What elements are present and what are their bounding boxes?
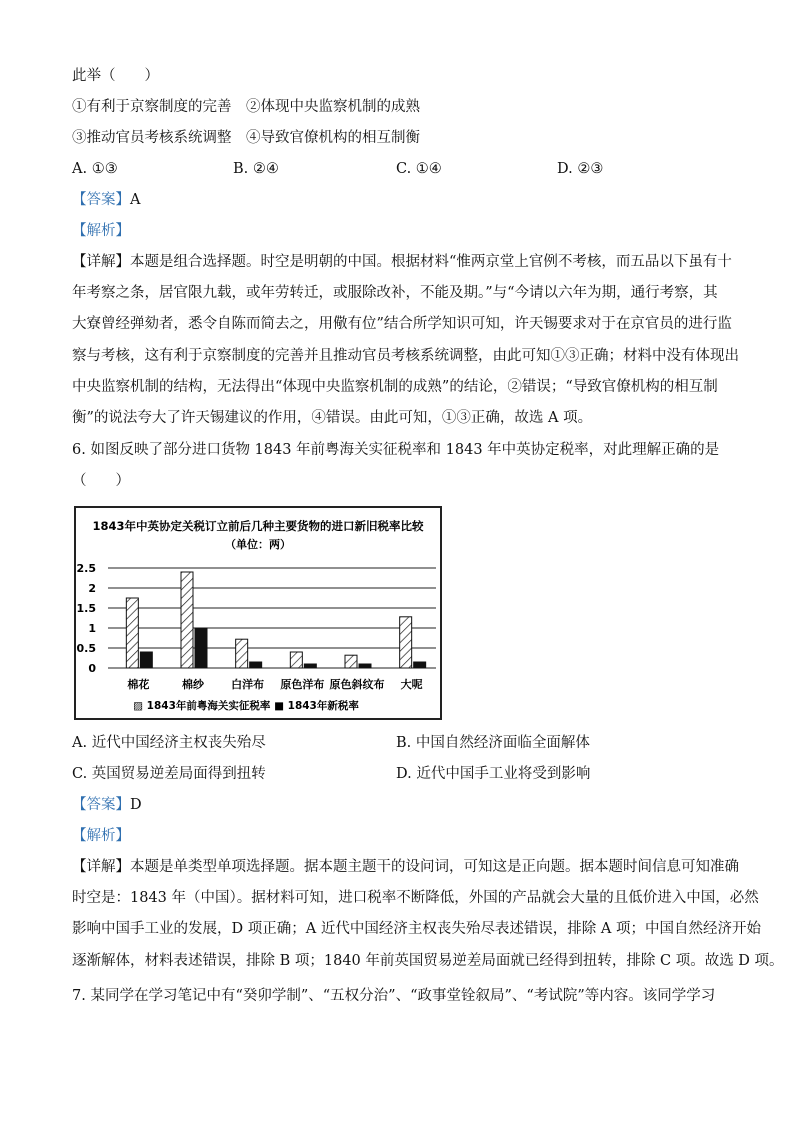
q6-option-b[interactable]: B. 中国自然经济面临全面解体	[396, 735, 590, 751]
y-tick-label: 1	[88, 622, 96, 635]
q5-option-b[interactable]: B. ②④	[233, 161, 279, 177]
bar-new-rate	[304, 664, 316, 668]
y-tick-label: 1.5	[76, 602, 96, 615]
detail-line: 年考察之条，居官限九载，或年劳转迁，或服除改补，不能及期。”与“今请以六年为期，通行考察，其	[72, 285, 718, 302]
bar-old-rate	[236, 639, 248, 668]
detail-line: 影响中国手工业的发展，D 项正确；A 近代中国经济主权丧失殆尽表述错误，排除 A 项；中国自然经济开始	[72, 921, 762, 938]
bar-new-rate	[140, 652, 152, 668]
q5-option-c[interactable]: C. ①④	[396, 161, 442, 177]
q5-analysis-tag: 【解析】	[72, 223, 130, 239]
tariff-chart	[74, 506, 442, 720]
bar-old-rate	[126, 598, 138, 668]
bar-new-rate	[359, 664, 371, 668]
q6-stem: 6. 如图反映了部分进口货物 1843 年前粤海关实征税率和 1843 年中英协定税率，对此理解正确的是	[72, 442, 720, 458]
chart-subtitle: （单位：两）	[225, 538, 291, 551]
bar-new-rate	[250, 662, 262, 668]
q6-option-c[interactable]: C. 英国贸易逆差局面得到扭转	[72, 766, 266, 782]
detail-line: 大寮曾经弹劾者，悉令自陈而简去之，用儆有位”结合所学知识可知，许天锡要求对于在京官员的进行监	[72, 316, 732, 333]
x-category-label: 原色斜纹布	[329, 678, 385, 691]
answer-tag: 【答案】	[72, 192, 130, 208]
x-category-label: 原色洋布	[280, 678, 325, 691]
q5-detail	[72, 247, 739, 434]
detail-line: 逐渐解体，材料表述错误，排除 B 项；1840 年前英国贸易逆差局面就已经得到扭转，排除 C 项。故选 D 项。	[72, 952, 784, 969]
detail-line: 中央监察机制的结构，无法得出“体现中央监察机制的成熟”的结论，②错误；“导致官僚机构的相互制	[72, 378, 718, 395]
q6-analysis-tag: 【解析】	[72, 828, 130, 844]
q5-option-d[interactable]: D. ②③	[557, 161, 604, 177]
chart-title: 1843年中英协定关税订立前后几种主要货物的进口新旧税率比较	[92, 519, 424, 533]
q5-stem-tail: 此举（ ）	[72, 68, 159, 84]
y-tick-label: 2.5	[76, 562, 96, 575]
detail-line: 时空是：1843 年（中国）。据材料可知，进口税率不断降低，外国的产品就会大量的且低价进入中国，必然	[72, 890, 759, 907]
q5-statements-1: ①有利于京察制度的完善 ②体现中央监察机制的成熟	[72, 99, 420, 115]
x-category-label: 白洋布	[231, 678, 265, 691]
x-category-label: 棉花	[127, 678, 150, 691]
bar-new-rate	[195, 628, 207, 668]
q5-statements-2: ③推动官员考核系统调整 ④导致官僚机构的相互制衡	[72, 130, 420, 146]
bar-old-rate	[181, 572, 193, 668]
q7-stem: 7. 某同学在学习笔记中有“癸卯学制”、“五权分治”、“政事堂铨叙局”、“考试院”等内容。该同学学习	[72, 988, 716, 1004]
q6-answer	[72, 795, 142, 815]
q6-detail	[72, 852, 784, 977]
y-tick-label: 0	[88, 662, 96, 675]
bar-new-rate	[414, 662, 426, 668]
detail-line: 【详解】本题是单类型单项选择题。据本题主题干的设问词，可知这是正向题。据本题时间信息可知准确	[72, 859, 739, 875]
q6-option-a[interactable]: A. 近代中国经济主权丧失殆尽	[72, 735, 266, 751]
bar-old-rate	[345, 655, 357, 668]
bar-old-rate	[290, 652, 302, 668]
detail-line: 衡”的说法夸大了许天锡建议的作用，④错误。由此可知，①③正确，故选 A 项。	[72, 410, 593, 427]
chart-canvas	[76, 508, 440, 718]
q5-answer	[72, 190, 140, 210]
q6-option-d[interactable]: D. 近代中国手工业将受到影响	[396, 766, 591, 782]
x-category-label: 棉纱	[182, 678, 204, 691]
chart-legend: ▨ 1843年前粤海关实征税率 ■ 1843年新税率	[133, 700, 359, 712]
answer-value: A	[130, 192, 141, 208]
bar-old-rate	[400, 617, 412, 668]
detail-line: 【详解】本题是组合选择题。时空是明朝的中国。根据材料“惟两京堂上官例不考核，而五品以下虽有十	[72, 254, 732, 270]
detail-line: 察与考核，这有利于京察制度的完善并且推动官员考核系统调整，由此可知①③正确；材料中没有体现出	[72, 347, 739, 364]
answer-value: D	[130, 797, 142, 813]
q6-bracket: （ ）	[72, 473, 130, 489]
y-tick-label: 0.5	[76, 642, 96, 655]
q5-option-a[interactable]: A. ①③	[72, 161, 118, 177]
y-tick-label: 2	[88, 582, 96, 595]
answer-tag: 【答案】	[72, 797, 130, 813]
x-category-label: 大呢	[400, 678, 423, 691]
